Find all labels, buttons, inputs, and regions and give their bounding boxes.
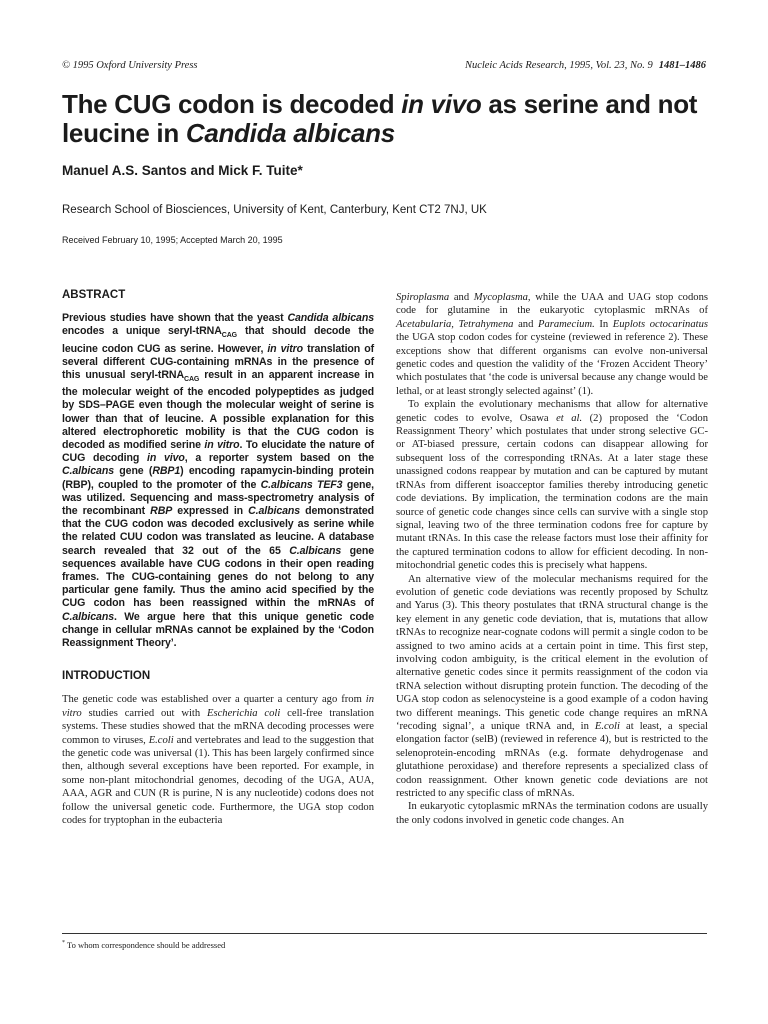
author-list: Manuel A.S. Santos and Mick F. Tuite* bbox=[62, 163, 303, 178]
paper-title bbox=[62, 90, 722, 148]
abstract-text: Previous studies have shown that the yeast Candida albicans encodes a unique seryl-tRNA$_{CAG}$ that should decode the leucine codon CUG as serine. However, in vitro translation of several different CUG-containing mRNAs in the presence of this unusual seryl-tRNA$_{CAG}$ result in an apparent increase in the molecular weight of the encoded polypeptides as judged by SDS–PAGE even though the molecular weight of serine is lower than that of leucine. A possible explanation for this altered electrophoretic mobility is that the CUG codon is decoded as modified serine in vitro. To elucidate the nature of CUG decoding in vivo, a reporter system based on the C.albicans gene (RBP1) encoding rapamycin-binding protein (RBP), coupled to the promoter of the C.albicans TEF3 gene, was utilized. Sequencing and mass-spectrometry analysis of the recombinant RBP expressed in C.albicans demonstrated that the CUG codon was decoded exclusively as serine while the related CUU codon was translated as leucine. A database search revealed that 32 out of the 65 C.albicans gene sequences available have CUG codons in their open reading frames. The CUG-containing genes do not belong to any particular gene family. Thus the amino acid specified by the CUG codon has been reassigned within the mRNAs of C.albicans. We argue here that this unique genetic code change in cellular mRNAs cannot be explained by the ‘Codon Reassignment Theory’. bbox=[62, 312, 375, 650]
copyright-line: © 1995 Oxford University Press bbox=[62, 60, 198, 71]
footnote-divider bbox=[62, 933, 707, 934]
footnote bbox=[62, 940, 225, 950]
body-paragraph: An alternative view of the molecular mechanisms required for the evolution of genetic code deviations was recently proposed by Schultz and Yarus (3). This theory postulates that tRNA structural change is the key element in any genetic code deviation, that is, mutations that allow tRNAs to recognize near-cognate codons will permit a single codon to be assigned to two amino acids at a certain point in time. This first step, involving codon ambiguity, is the critical element in the evolution of alternative genetic codes since it permits reassignment of the codon via tRNA selection without disrupting protein function. The decoding of the UGA stop codon as selenocysteine is a good example of a codon having two different meanings. This genetic code change requires an mRNA ‘recoding signal’, a unique tRNA and, in E.coli at least, a special elongation factor (selB) (reviewed in reference 4), but is restricted to the selenoprotein-encoding mRNAs (e.g. formate dehydrogenase and glutathione peroxidase) and therefore represents a specialized class of codon reassignment. Other known genetic code deviations are not restricted to any specific class of mRNAs. bbox=[396, 573, 708, 800]
title-text: as serine and not leucine in bbox=[62, 89, 698, 148]
footnote-text: To whom correspondence should be addressed bbox=[66, 940, 226, 950]
body-paragraph: Spiroplasma and Mycoplasma, while the UAA and UAG stop codons code for glutamine in the eukaryotic cytoplasmic mRNAs of Acetabularia, Tetrahymena and Paramecium. In Euplots octocarinatus the UGA stop codon codes for cysteine (reviewed in reference 2). These exceptions show that different organisms can evolve non-universal genetic codes and question the validity of the ‘Frozen Accident Theory’ which postulates that ‘the code is universal because any change would be lethal, or at least strongly selected against’ (1). bbox=[396, 292, 708, 397]
introduction-paragraph: The genetic code was established over a quarter a century ago from in vitro studies carried out with Escherichia coli cell-free translation systems. These studies showed that the mRNA decoding processes were common to viruses, E.coli and vertebrates and lead to the suggestion that the genetic code was universal (1). This has been largely confirmed since then, although several exceptions have been reported. For example, in some non-plant mitochondrial genomes, decoding of the UGA, AUA, AAA, AGR and CUN (R is purine, N is any nucleotide) codons does not follow the universal genetic code. Furthermore, the UGA stop codon codes for tryptophan in the eubacteria bbox=[62, 694, 375, 826]
body-paragraph: In eukaryotic cytoplasmic mRNAs the termination codons are usually the only codons involved in genetic code changes. An bbox=[396, 801, 708, 826]
title-text: The CUG codon is decoded bbox=[62, 89, 402, 119]
introduction-heading: INTRODUCTION bbox=[62, 670, 151, 683]
body-paragraph: To explain the evolutionary mechanisms that allow for alternative genetic codes to evolve, Osawa et al. (2) proposed the ‘Codon Reassignment Theory’ which postulates that under strong selective GC- or AT-biased pressure, certain codons can disappear allowing for subsequent loss of the corresponding tRNAs. At a later stage these unassigned codons reappear by mutation and can be captured by mutant tRNAs from different isoacceptor families thereby introducing genetic code deviations. By implication, the termination codons are the main source of genetic code changes since cells can survive with a single stop signal, leaving two of the three termination codons free for capture by mutant tRNAs. In this case the release factors must lose their affinity for the captured termination codons to allow for efficient decoding. In non-mitochondrial genetic codes this is precisely what happens. bbox=[396, 399, 709, 572]
footnote-mark: * bbox=[62, 940, 65, 947]
affiliation: Research School of Biosciences, University of Kent, Canterbury, Kent CT2 7NJ, UK bbox=[62, 204, 487, 216]
right-column bbox=[396, 291, 708, 827]
page-range: 1481–1486 bbox=[658, 60, 706, 71]
title-italic: Candida albicans bbox=[185, 118, 395, 148]
journal-name: Nucleic Acids Research, 1995, Vol. 23, No. 9 bbox=[464, 60, 653, 71]
received-dates: Received February 10, 1995; Accepted March 20, 1995 bbox=[62, 235, 283, 245]
abstract-heading: ABSTRACT bbox=[62, 289, 126, 301]
title-italic: in vivo bbox=[401, 89, 482, 119]
left-column bbox=[62, 289, 374, 827]
journal-citation bbox=[465, 60, 706, 71]
